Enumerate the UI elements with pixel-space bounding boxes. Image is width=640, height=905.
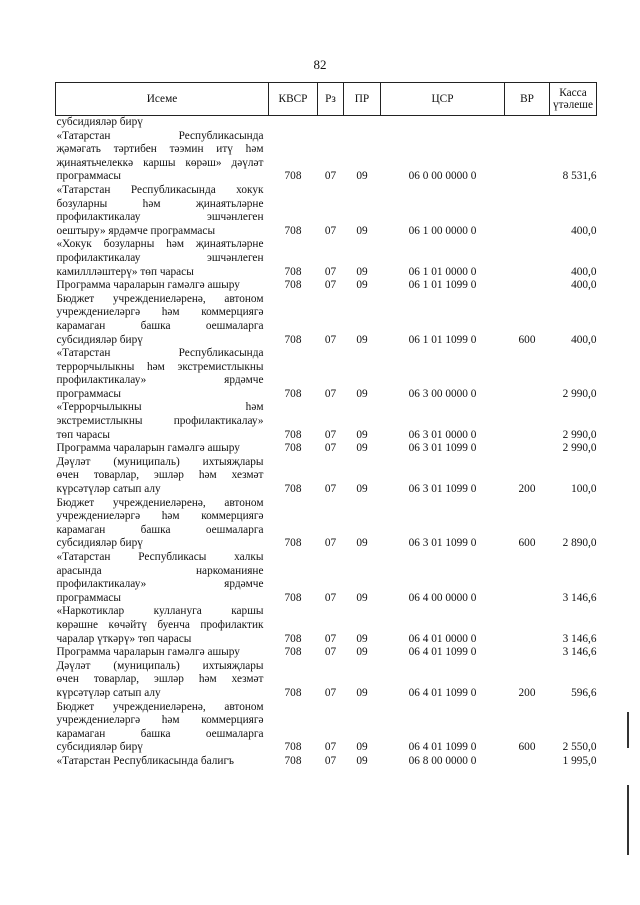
header-rz: Рз bbox=[318, 83, 344, 116]
row-name bbox=[56, 347, 269, 401]
row-amount: 400,0 bbox=[571, 279, 597, 292]
row-name-line: Бюджет учреждениеләренә, автоном bbox=[56, 292, 264, 305]
row-name-line: өчен товарлар, эшләр һәм хезмәт bbox=[56, 673, 264, 686]
row-rz: 07 bbox=[324, 387, 337, 400]
row-pr: 09 bbox=[356, 279, 368, 292]
row-vr: 200 bbox=[518, 483, 536, 496]
table-row bbox=[56, 605, 597, 646]
header-kvsr: КВСР bbox=[269, 83, 318, 116]
row-vr bbox=[505, 347, 550, 401]
row-kvsr: 708 bbox=[284, 537, 302, 550]
row-name-line: профилактикалау эшчәнлеген bbox=[56, 211, 264, 224]
row-name-line: экстремистлыкны профилактикалау» bbox=[56, 415, 264, 428]
row-amount bbox=[550, 116, 597, 130]
row-name bbox=[56, 701, 269, 755]
row-rz: 07 bbox=[324, 754, 337, 767]
table-row bbox=[56, 184, 597, 238]
row-amount: 3 146,6 bbox=[562, 632, 597, 645]
row-rz: 07 bbox=[324, 428, 337, 441]
row-name-line: Дәүләт (муниципаль) ихтыяҗлары bbox=[56, 455, 264, 468]
row-name-line: профилактикалау эшчәнлеген bbox=[56, 251, 264, 264]
row-name-line: учреждениеләргә һәм коммерциягә bbox=[56, 306, 264, 319]
row-csr: 06 4 01 0000 0 bbox=[408, 632, 477, 645]
row-vr bbox=[505, 130, 550, 184]
row-name-line: оештыру» ярдәмче программасы bbox=[56, 224, 216, 237]
row-name bbox=[56, 184, 269, 238]
row-rz: 07 bbox=[324, 591, 337, 604]
row-name-line: Дәүләт (муниципаль) ихтыяҗлары bbox=[56, 659, 264, 672]
row-name-line: субсидияләр бирү bbox=[56, 333, 143, 346]
row-csr: 06 1 00 0000 0 bbox=[408, 224, 477, 237]
row-name-line: арасында наркоманияне bbox=[56, 564, 264, 577]
row-pr: 09 bbox=[356, 428, 368, 441]
row-rz: 07 bbox=[324, 170, 337, 183]
row-pr: 09 bbox=[356, 632, 368, 645]
row-vr bbox=[505, 238, 550, 279]
row-pr: 09 bbox=[356, 537, 368, 550]
header-pr: ПР bbox=[344, 83, 381, 116]
row-kvsr: 708 bbox=[284, 279, 302, 292]
row-vr: 600 bbox=[518, 537, 536, 550]
header-name: Исеме bbox=[56, 83, 269, 116]
row-name-line: күрсәтүләр сатып алу bbox=[56, 483, 161, 496]
table-row bbox=[56, 551, 597, 605]
row-csr: 06 3 00 0000 0 bbox=[408, 387, 477, 400]
row-name-line: җәмәгать тәртибен тәэмин итү һәм bbox=[56, 143, 264, 156]
row-csr: 06 3 01 1099 0 bbox=[408, 483, 477, 496]
row-pr: 09 bbox=[356, 591, 368, 604]
row-kvsr bbox=[269, 116, 318, 130]
row-vr: 600 bbox=[518, 333, 536, 346]
row-kvsr: 708 bbox=[284, 483, 302, 496]
row-name-line: чаралар үткәрү» төп чарасы bbox=[56, 632, 192, 645]
row-kvsr: 708 bbox=[284, 442, 302, 455]
row-rz: 07 bbox=[324, 265, 337, 278]
page-number: 82 bbox=[313, 57, 327, 72]
row-name-line: Программа чараларын гамәлгә ашыру bbox=[56, 646, 240, 659]
row-rz: 07 bbox=[324, 632, 337, 645]
row-name bbox=[56, 238, 269, 279]
row-name-line: «Хокук бозуларны һәм җинаятьләрне bbox=[56, 238, 264, 251]
row-vr bbox=[505, 551, 550, 605]
row-name bbox=[56, 497, 269, 551]
table-row bbox=[56, 130, 597, 184]
row-rz bbox=[318, 116, 344, 130]
table-row bbox=[56, 293, 597, 347]
row-amount: 2 990,0 bbox=[562, 442, 597, 455]
row-amount: 3 146,6 bbox=[562, 591, 597, 604]
row-rz: 07 bbox=[324, 646, 337, 659]
row-pr: 09 bbox=[356, 265, 368, 278]
row-csr: 06 8 00 0000 0 bbox=[408, 754, 477, 767]
row-amount: 1 995,0 bbox=[562, 754, 597, 767]
header-kassa-line1: Касса bbox=[559, 87, 587, 99]
row-name bbox=[56, 116, 269, 130]
row-name-line: профилактикалау» ярдәмче bbox=[56, 578, 264, 591]
row-vr bbox=[505, 646, 550, 660]
row-kvsr: 708 bbox=[284, 632, 302, 645]
row-name-line: Бюджет учреждениеләренә, автоном bbox=[56, 700, 264, 713]
row-name-line: террорчылыкны һәм экстремистлыкны bbox=[56, 360, 264, 373]
row-name-line: карамаган башка оешмаларга bbox=[56, 727, 264, 740]
row-pr: 09 bbox=[356, 754, 368, 767]
header-vr: ВР bbox=[505, 83, 550, 116]
row-name-line: төп чарасы bbox=[56, 428, 110, 441]
table-row bbox=[56, 497, 597, 551]
table-row bbox=[56, 401, 597, 442]
row-csr: 06 4 01 1099 0 bbox=[408, 646, 477, 659]
row-name bbox=[56, 293, 269, 347]
row-kvsr: 708 bbox=[284, 224, 302, 237]
table-row bbox=[56, 238, 597, 279]
row-amount: 2 990,0 bbox=[562, 387, 597, 400]
row-csr: 06 3 01 0000 0 bbox=[408, 428, 477, 441]
row-pr bbox=[344, 116, 381, 130]
row-name-line: субсидияләр бирү bbox=[56, 537, 143, 550]
row-name bbox=[56, 646, 269, 660]
table-row bbox=[56, 347, 597, 401]
row-name bbox=[56, 605, 269, 646]
row-name bbox=[56, 551, 269, 605]
row-name-line: «Татарстан Республикасында хокук bbox=[56, 183, 264, 196]
row-amount: 400,0 bbox=[571, 265, 597, 278]
row-csr: 06 3 01 1099 0 bbox=[408, 537, 477, 550]
budget-table bbox=[55, 82, 597, 769]
row-csr: 06 4 00 0000 0 bbox=[408, 591, 477, 604]
row-kvsr: 708 bbox=[284, 591, 302, 604]
row-name bbox=[56, 401, 269, 442]
row-amount: 400,0 bbox=[571, 333, 597, 346]
row-csr: 06 4 01 1099 0 bbox=[408, 741, 477, 754]
row-csr: 06 1 01 1099 0 bbox=[408, 333, 477, 346]
header-kassa bbox=[550, 83, 597, 116]
row-vr bbox=[505, 184, 550, 238]
row-csr bbox=[381, 116, 505, 130]
row-name-line: җинаятьчелеккә каршы көрәш» дәүләт bbox=[56, 156, 264, 169]
row-name-line: күрсәтүләр сатып алу bbox=[56, 686, 161, 699]
row-name-line: өчен товарлар, эшләр һәм хезмәт bbox=[56, 469, 264, 482]
row-name-line: «Татарстан Республикасында bbox=[56, 347, 264, 360]
row-pr: 09 bbox=[356, 686, 368, 699]
margin-rule bbox=[627, 712, 629, 748]
row-name-line: «Наркотиклар куллануга каршы bbox=[56, 605, 264, 618]
row-vr bbox=[505, 401, 550, 442]
row-name-line: «Татарстан Республикасы халкы bbox=[56, 551, 264, 563]
row-pr: 09 bbox=[356, 483, 368, 496]
row-name-line: «Террорчылыкны һәм bbox=[56, 401, 264, 414]
row-kvsr: 708 bbox=[284, 741, 302, 754]
row-vr: 600 bbox=[518, 741, 536, 754]
row-kvsr: 708 bbox=[284, 754, 302, 767]
row-name-line: Бюджет учреждениеләренә, автоном bbox=[56, 496, 264, 509]
row-name-line: карамаган башка оешмаларга bbox=[56, 319, 264, 332]
row-kvsr: 708 bbox=[284, 265, 302, 278]
row-pr: 09 bbox=[356, 442, 368, 455]
table-row bbox=[56, 456, 597, 497]
row-pr: 09 bbox=[356, 224, 368, 237]
row-rz: 07 bbox=[324, 279, 337, 292]
row-pr: 09 bbox=[356, 387, 368, 400]
row-name-line: Программа чараларын гамәлгә ашыру bbox=[56, 279, 240, 292]
row-name-line: программасы bbox=[56, 170, 121, 183]
row-vr bbox=[505, 605, 550, 646]
row-pr: 09 bbox=[356, 333, 368, 346]
row-vr bbox=[505, 116, 550, 130]
row-vr bbox=[505, 442, 550, 456]
row-rz: 07 bbox=[324, 741, 337, 754]
row-amount: 400,0 bbox=[571, 224, 597, 237]
row-name bbox=[56, 755, 269, 769]
row-name-line: профилактикалау» ярдәмче bbox=[56, 374, 264, 387]
row-rz: 07 bbox=[324, 483, 337, 496]
table-row bbox=[56, 660, 597, 701]
row-kvsr: 708 bbox=[284, 428, 302, 441]
row-amount: 2 550,0 bbox=[562, 741, 597, 754]
row-name-line: учреждениеләргә һәм коммерциягә bbox=[56, 510, 264, 523]
table-header-row bbox=[56, 83, 597, 116]
row-rz: 07 bbox=[324, 442, 337, 455]
row-name bbox=[56, 279, 269, 293]
row-name-line: субсидияләр бирү bbox=[56, 116, 143, 128]
margin-rule bbox=[627, 785, 629, 855]
table-row bbox=[56, 646, 597, 660]
row-name-line: программасы bbox=[56, 591, 121, 604]
row-name-line: учреждениеләргә һәм коммерциягә bbox=[56, 714, 264, 727]
row-pr: 09 bbox=[356, 170, 368, 183]
row-name-line: бозуларны һәм җинаятьләрне bbox=[56, 197, 264, 210]
row-name bbox=[56, 130, 269, 184]
header-csr: ЦСР bbox=[381, 83, 505, 116]
row-name-line: карамаган башка оешмаларга bbox=[56, 523, 264, 536]
table-body bbox=[56, 116, 597, 769]
row-rz: 07 bbox=[324, 537, 337, 550]
row-amount: 8 531,6 bbox=[562, 170, 597, 183]
table-row bbox=[56, 701, 597, 755]
row-name-line: камиллләштерү» төп чарасы bbox=[56, 265, 194, 278]
row-name-line: «Татарстан Республикасында балигъ bbox=[56, 754, 234, 767]
row-csr: 06 1 01 0000 0 bbox=[408, 265, 477, 278]
row-rz: 07 bbox=[324, 333, 337, 346]
row-csr: 06 4 01 1099 0 bbox=[408, 686, 477, 699]
table-row bbox=[56, 116, 597, 130]
row-csr: 06 0 00 0000 0 bbox=[408, 170, 477, 183]
row-pr: 09 bbox=[356, 646, 368, 659]
row-rz: 07 bbox=[324, 224, 337, 237]
row-vr bbox=[505, 279, 550, 293]
row-name bbox=[56, 442, 269, 456]
header-kassa-line2: үтәлеше bbox=[553, 99, 593, 111]
row-name-line: Программа чараларын гамәлгә ашыру bbox=[56, 442, 240, 455]
row-amount: 3 146,6 bbox=[562, 646, 597, 659]
row-amount: 2 990,0 bbox=[562, 428, 597, 441]
row-amount: 2 890,0 bbox=[562, 537, 597, 550]
row-vr: 200 bbox=[518, 686, 536, 699]
row-kvsr: 708 bbox=[284, 646, 302, 659]
table-row bbox=[56, 755, 597, 769]
row-name-line: субсидияләр бирү bbox=[56, 741, 143, 754]
row-name-line: көрәшне көчәйтү буенча профилактик bbox=[56, 618, 264, 631]
row-amount: 596,6 bbox=[571, 686, 597, 699]
row-kvsr: 708 bbox=[284, 686, 302, 699]
row-name-line: «Татарстан Республикасында bbox=[56, 129, 264, 142]
table-row bbox=[56, 279, 597, 293]
row-name bbox=[56, 660, 269, 701]
row-kvsr: 708 bbox=[284, 387, 302, 400]
row-amount: 100,0 bbox=[571, 483, 597, 496]
row-name-line: программасы bbox=[56, 387, 121, 400]
row-name bbox=[56, 456, 269, 497]
row-vr bbox=[505, 755, 550, 769]
table-row bbox=[56, 442, 597, 456]
row-csr: 06 3 01 1099 0 bbox=[408, 442, 477, 455]
row-csr: 06 1 01 1099 0 bbox=[408, 279, 477, 292]
row-rz: 07 bbox=[324, 686, 337, 699]
row-kvsr: 708 bbox=[284, 333, 302, 346]
row-kvsr: 708 bbox=[284, 170, 302, 183]
row-pr: 09 bbox=[356, 741, 368, 754]
